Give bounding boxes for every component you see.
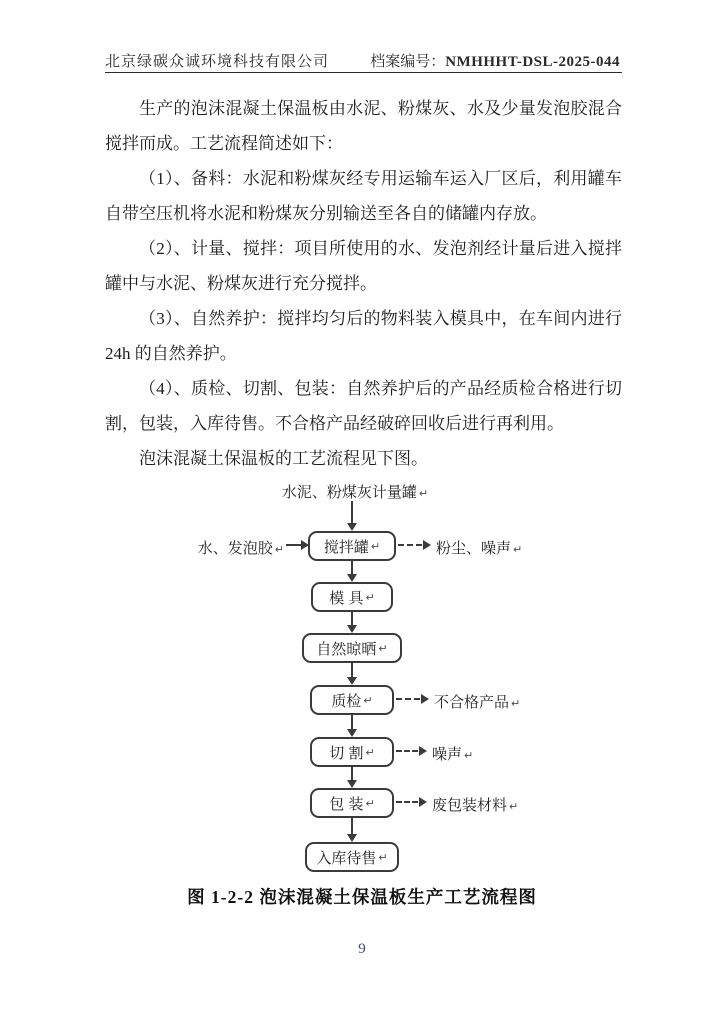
flow-step-label: 质检 <box>331 692 362 710</box>
header-company-name: 北京绿碳众诚环境科技有限公司 <box>105 54 330 70</box>
dashed-arrow-icon <box>398 544 422 546</box>
return-mark-icon: ↵ <box>365 745 375 759</box>
emission-text: 噪声 <box>432 746 463 763</box>
flow-emission-label-rejects <box>434 691 520 712</box>
return-mark-icon: ↵ <box>365 796 375 810</box>
arrow-down-icon <box>351 559 353 575</box>
archive-value: NMHHHT-DSL-2025-044 <box>445 54 620 70</box>
paragraph-step3: （3）、自然养护：搅拌均匀后的物料装入模具中，在车间内进行 24h 的自然养护。 <box>105 309 622 363</box>
arrow-down-icon <box>351 816 353 835</box>
flow-step-label: 模 具 <box>329 589 364 607</box>
arrow-down-icon <box>351 501 353 524</box>
flow-emission-label-noise <box>432 743 473 764</box>
flow-emission-label-waste-packaging <box>432 794 518 815</box>
return-mark-icon: ↵ <box>370 539 381 553</box>
dashed-arrow-icon <box>396 750 418 752</box>
flow-step-cutting <box>310 737 394 767</box>
body-text <box>105 91 622 476</box>
flow-step-label: 包 装 <box>329 795 364 813</box>
return-mark-icon: ↵ <box>365 590 375 604</box>
paragraph-intro: 生产的泡沫混凝土保温板由水泥、粉煤灰、水及少量发泡胶混合搅拌而成。工艺流程简述如下： <box>105 99 622 153</box>
flow-step-mold <box>311 582 393 612</box>
dashed-arrow-icon <box>396 698 420 700</box>
return-mark-icon: ↵ <box>378 641 388 655</box>
arrow-down-icon <box>351 661 353 678</box>
return-mark-icon: ↵ <box>509 800 519 813</box>
paragraph-step1: （1）、备料：水泥和粉煤灰经专用运输车运入厂区后，利用罐车自带空压机将水泥和粉煤灰分别输送至各自的储罐内存放。 <box>105 169 622 223</box>
return-mark-icon: ↵ <box>418 487 429 500</box>
emission-text: 粉尘、噪声 <box>436 540 512 557</box>
flow-step-natural-drying <box>302 633 402 663</box>
flow-step-packaging <box>310 788 394 818</box>
return-mark-icon: ↵ <box>511 697 521 710</box>
archive-label: 档案编号： <box>370 54 446 70</box>
arrow-down-icon <box>351 713 353 730</box>
header-archive-number <box>370 50 620 71</box>
emission-text: 废包装材料 <box>432 797 508 814</box>
header-divider <box>105 72 622 73</box>
return-mark-icon: ↵ <box>363 693 373 707</box>
arrow-right-icon <box>286 544 301 546</box>
flow-source-text: 水泥、粉煤灰计量罐 <box>281 484 417 501</box>
flow-step-label: 入库待售 <box>316 849 377 867</box>
flow-step-label: 自然晾晒 <box>316 640 377 658</box>
emission-text: 不合格产品 <box>434 694 510 711</box>
return-mark-icon: ↵ <box>464 749 474 762</box>
arrow-down-icon <box>351 610 353 626</box>
flow-source-label <box>230 481 480 502</box>
page-number: 9 <box>358 941 366 957</box>
flow-emission-label-dust-noise <box>436 537 522 558</box>
return-mark-icon: ↵ <box>513 543 523 556</box>
arrow-down-icon <box>351 765 353 781</box>
process-flowchart <box>0 478 724 880</box>
flow-input-text: 水、发泡胶 <box>197 540 273 557</box>
flow-step-warehouse <box>305 842 399 872</box>
flow-step-label: 搅拌罐 <box>323 538 369 556</box>
paragraph-step2: （2）、计量、搅拌：项目所使用的水、发泡剂经计量后进入搅拌罐中与水泥、粉煤灰进行充分搅拌。 <box>105 239 622 293</box>
return-mark-icon: ↵ <box>274 543 284 556</box>
dashed-arrow-icon <box>396 801 418 803</box>
return-mark-icon: ↵ <box>378 850 388 864</box>
figure-caption: 图 1-2-2 泡沫混凝土保温板生产工艺流程图 <box>187 887 537 907</box>
flow-step-mixing-tank <box>308 531 396 561</box>
flow-step-label: 切 割 <box>329 744 364 762</box>
paragraph-figure-ref: 泡沫混凝土保温板的工艺流程见下图。 <box>139 449 428 468</box>
flow-input-label <box>160 537 284 558</box>
paragraph-step4: （4）、质检、切割、包装：自然养护后的产品经质检合格进行切割，包装，入库待售。不合格产品经破碎回收后进行再利用。 <box>105 379 622 433</box>
flow-step-quality-check <box>310 685 394 715</box>
